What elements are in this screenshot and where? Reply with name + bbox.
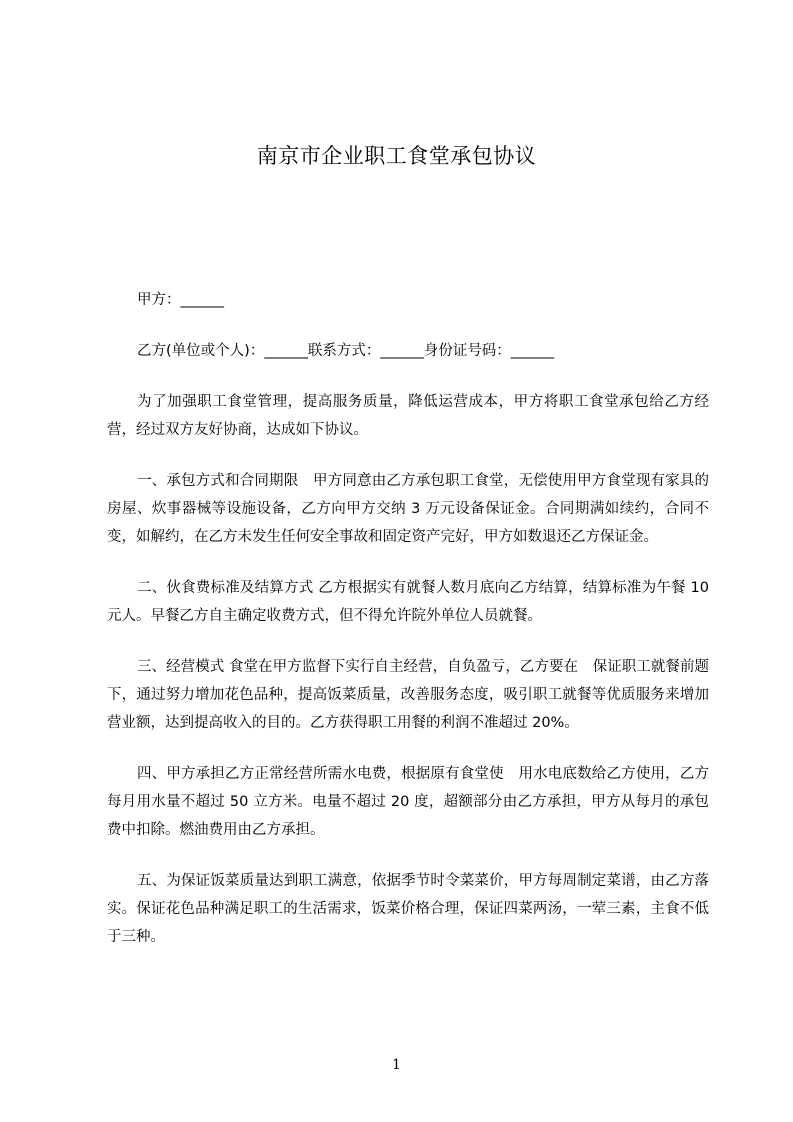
clause-5-paragraph: 五、为保证饭菜质量达到职工满意，依据季节时令菜菜价，甲方每周制定菜谱，由乙方落实。保证花色品种满足职工的生活需求，饭菜价格合理，保证四菜两汤，一荤三素，主食不低于三种。 — [107, 873, 709, 945]
clause-3-paragraph: 三、经营模式 食堂在甲方监督下实行自主经营，自负盈亏，乙方要在 保证职工就餐前题下，通过努力增加花色品种，提高饭菜质量，改善服务态度，吸引职工就餐等优质服务来增加营业额，达到提高收入的目的。乙方获得职工用餐的利润不准超过 20%。 — [107, 659, 709, 731]
preamble-paragraph: 为了加强职工食堂管理，提高服务质量，降低运营成本，甲方将职工食堂承包给乙方经营，经过双方友好协商，达成如下协议。 — [107, 394, 709, 438]
party-b-line: 乙方(单位或个人)：______联系方式：______身份证号码：______ — [137, 343, 555, 359]
party-a-line: 甲方：______ — [137, 292, 224, 308]
page-number: 1 — [392, 1057, 401, 1073]
clause-1-paragraph: 一、承包方式和合同期限 甲方同意由乙方承包职工食堂，无偿使用甲方食堂现有家具的房屋、炊事器械等设施设备，乙方向甲方交纳 3 万元设备保证金。合同期满如续约，合同不变，如解约，在乙方未发生任何安全事故和固定资产完好，甲方如数退还乙方保证金。 — [107, 473, 709, 545]
clause-4-paragraph: 四、甲方承担乙方正常经营所需水电费，根据原有食堂使 用水电底数给乙方使用，乙方每月用水量不超过 50 立方米。电量不超过 20 度，超额部分由乙方承担，甲方从每月的承包费中扣除。燃油费用由乙方承担。 — [107, 766, 709, 838]
document-title: 南京市企业职工食堂承包协议 — [256, 144, 537, 168]
clause-2-paragraph: 二、伙食费标准及结算方式 乙方根据实有就餐人数月底向乙方结算，结算标准为午餐 10 元人。早餐乙方自主确定收费方式，但不得允许院外单位人员就餐。 — [107, 580, 709, 624]
document-body — [107, 286, 709, 951]
